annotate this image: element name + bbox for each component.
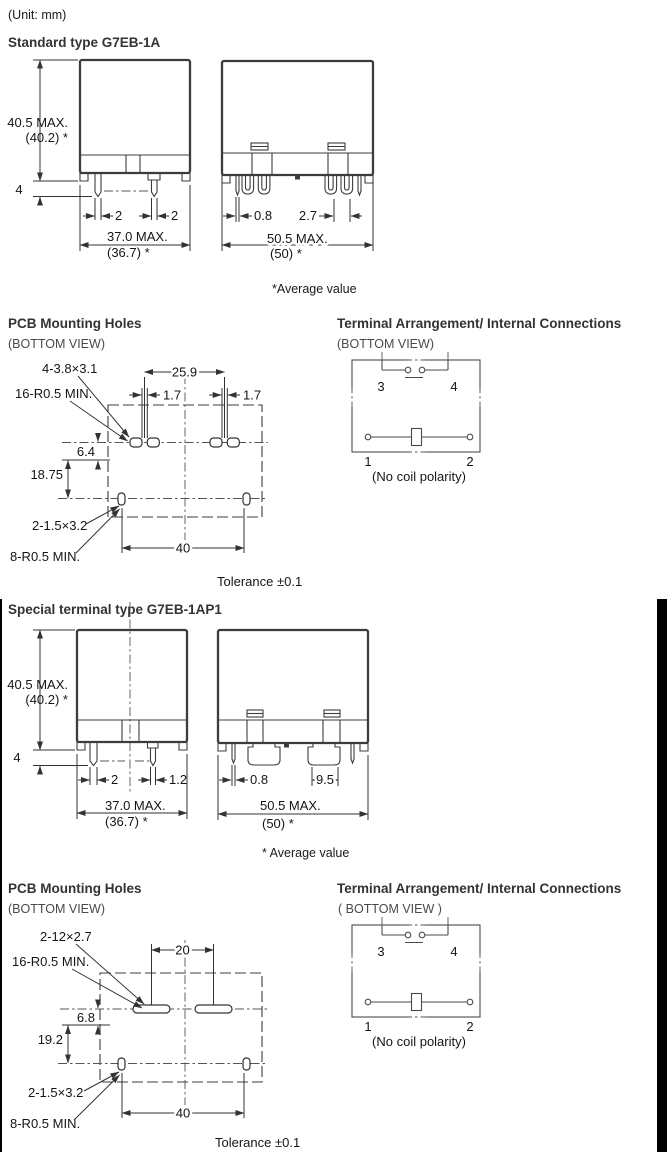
- dimension-lines: [7, 630, 187, 829]
- terminal-3: 3: [377, 944, 385, 959]
- dim-terminal-width: 9.5: [315, 772, 335, 787]
- dim-pin-pitch: 2.7: [298, 208, 317, 223]
- terminal-diagram-standard: [335, 350, 585, 490]
- dim-pin-length: 4: [13, 750, 21, 765]
- dim-pitch: 20: [175, 942, 190, 958]
- dim-pin-length: 4: [15, 182, 23, 197]
- special-terminal: [308, 743, 340, 765]
- radius-label: 16-R0.5 MIN.: [12, 954, 90, 969]
- average-value-note: *Average value: [272, 282, 357, 296]
- pcb-view-label: (BOTTOM VIEW): [8, 337, 105, 351]
- special-terminal: [248, 743, 280, 765]
- section-title-special: Special terminal type G7EB-1AP1: [8, 602, 222, 617]
- dimension-lines: [222, 179, 373, 261]
- dim-v2: 18.75: [30, 467, 63, 482]
- dim-pin-offset: 0.8: [254, 208, 273, 223]
- coil-symbol: [365, 429, 473, 446]
- section-title-standard: Standard type G7EB-1A: [8, 35, 161, 50]
- coil-symbol: [365, 994, 473, 1011]
- relay-outline: [77, 630, 187, 766]
- terminal-4: 4: [450, 944, 458, 959]
- terminal-heading: Terminal Arrangement/ Internal Connections: [337, 881, 622, 896]
- dim-pin2: 2: [171, 208, 179, 223]
- relay-outline: [218, 630, 368, 765]
- front-view-standard: [0, 55, 210, 270]
- mounting-slots: [118, 438, 250, 505]
- dim-width-avg: (36.7) *: [107, 245, 150, 260]
- tolerance-note: Tolerance ±0.1: [215, 1135, 301, 1150]
- slot-size-label2: 2-1.5×3.2: [28, 1085, 84, 1100]
- terminal-diagram-special: [335, 915, 585, 1055]
- dim-height-avg: (40.2) *: [25, 692, 68, 707]
- case-outline: [352, 360, 480, 452]
- terminal-2: 2: [466, 1019, 474, 1034]
- pcb-holes-drawing-standard: [0, 355, 330, 595]
- pcb-holes-drawing-special: [0, 920, 330, 1152]
- terminal-4: 4: [450, 379, 458, 394]
- pcb-heading: PCB Mounting Holes: [8, 881, 142, 896]
- scan-border-right: [657, 599, 667, 1152]
- terminal-heading: Terminal Arrangement/ Internal Connections: [337, 316, 622, 331]
- average-value-note: * Average value: [262, 846, 350, 860]
- dim-pin2: 1.2: [169, 772, 188, 787]
- side-view-special: [200, 598, 430, 838]
- dim-height-avg: (40.2) *: [25, 130, 68, 145]
- dim-w: 40: [175, 540, 191, 556]
- unit-note: (Unit: mm): [8, 8, 67, 22]
- dim-gap2: 1.7: [243, 387, 262, 403]
- pcb-heading: PCB Mounting Holes: [8, 316, 142, 331]
- side-view-standard: [210, 55, 430, 270]
- dim-v1: 6.4: [76, 444, 95, 459]
- dim-depth: 50.5 MAX.: [260, 798, 321, 813]
- dim-width: 37.0 MAX.: [105, 798, 166, 813]
- relay-outline: [80, 60, 190, 197]
- terminal-view-label: (BOTTOM VIEW): [337, 337, 434, 351]
- pcb-view-label: (BOTTOM VIEW): [8, 902, 105, 916]
- radius-label2: 8-R0.5 MIN.: [10, 549, 81, 564]
- front-view-special: [0, 598, 210, 833]
- dim-gap1: 1.7: [163, 387, 182, 403]
- dim-depth-avg: (50) *: [270, 246, 302, 261]
- pin: [236, 175, 239, 195]
- dim-w: 40: [175, 1105, 191, 1121]
- slot-size-label2: 2-1.5×3.2: [32, 518, 88, 533]
- slot-size-label: 2-12×2.7: [40, 929, 92, 944]
- terminal-3: 3: [377, 379, 385, 394]
- dim-pin1: 2: [115, 208, 123, 223]
- dim-width-avg: (36.7) *: [105, 814, 148, 829]
- tolerance-note: Tolerance ±0.1: [217, 574, 303, 589]
- slot-size-label: 4-3.8×3.1: [42, 361, 98, 376]
- coil-polarity-note: (No coil polarity): [372, 1034, 466, 1049]
- dim-v2: 19.2: [37, 1032, 63, 1047]
- terminal-2: 2: [466, 454, 474, 469]
- dim-depth-avg: (50) *: [262, 816, 294, 831]
- dim-pin1: 2: [111, 772, 119, 787]
- scan-border-left: [0, 599, 2, 1152]
- terminal-1: 1: [364, 454, 372, 469]
- radius-label: 16-R0.5 MIN.: [15, 386, 93, 401]
- mounting-slots: [118, 1005, 250, 1070]
- dim-height: 40.5 MAX.: [7, 115, 68, 130]
- dim-pitch: 25.9: [171, 364, 198, 380]
- relay-outline: [222, 61, 373, 195]
- case-outline: [352, 925, 480, 1017]
- dimension-lines: [218, 755, 368, 831]
- dimension-lines: [7, 60, 190, 260]
- dim-v1: 6.8: [76, 1010, 95, 1025]
- terminal-1: 1: [364, 1019, 372, 1034]
- terminal-view-label: ( BOTTOM VIEW ): [338, 902, 442, 916]
- dim-pin-offset: 0.8: [250, 772, 269, 787]
- dim-depth: 50.5 MAX.: [267, 231, 328, 246]
- dim-width: 37.0 MAX.: [107, 229, 168, 244]
- radius-label2: 8-R0.5 MIN.: [10, 1116, 81, 1131]
- coil-polarity-note: (No coil polarity): [372, 469, 466, 484]
- dim-height: 40.5 MAX.: [7, 677, 68, 692]
